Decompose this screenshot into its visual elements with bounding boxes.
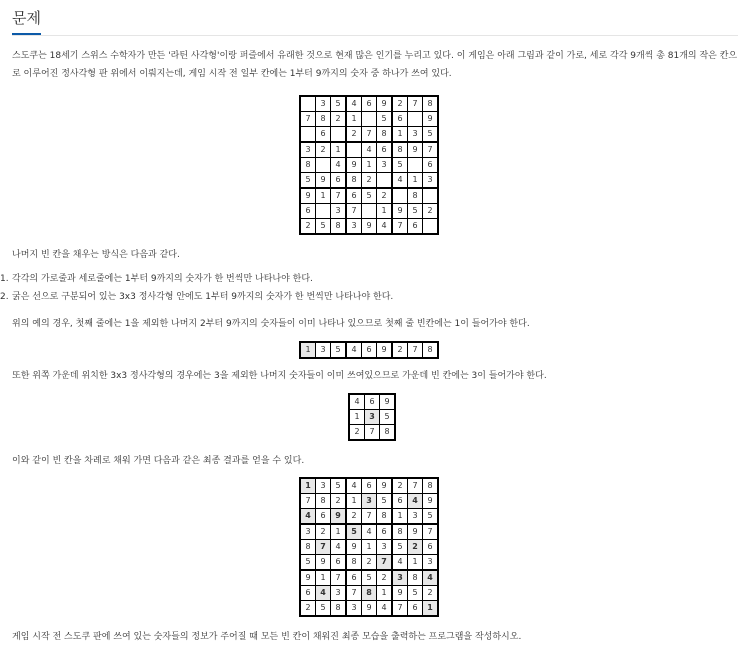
grid-row [300,509,438,525]
grid-cell: 2 [346,509,362,525]
grid-cell: 6 [300,204,316,219]
rule-number: 1. [0,274,9,284]
grid-cell: 1 [392,509,408,525]
grid-cell: 2 [362,173,377,189]
grid-cell: 5 [423,127,439,143]
grid-cell: 3 [300,524,316,540]
grid-cell: 2 [392,342,408,358]
grid-row [300,142,438,158]
grid-cell: 1 [331,142,347,158]
grid-cell: 5 [300,555,316,571]
grid-cell: 8 [392,142,408,158]
grid-cell: 1 [346,494,362,509]
grid-cell: 7 [423,524,439,540]
method-intro: 나머지 빈 칸을 채우는 방식은 다음과 같다. [12,250,180,260]
grid-cell: 8 [346,555,362,571]
grid-cell: 8 [331,601,347,617]
grid-cell: 5 [408,586,423,601]
grid-cell: 4 [300,509,316,525]
grid-cell: 4 [392,173,408,189]
grid-cell: 4 [316,586,331,601]
grid-cell: 2 [300,601,316,617]
grid-cell: 9 [392,586,408,601]
grid-row [300,173,438,189]
grid-cell: 6 [362,478,377,494]
grid-cell: 7 [346,204,362,219]
grid-cell [346,142,362,158]
grid-cell: 6 [408,219,423,235]
grid-cell: 6 [331,173,347,189]
grid-cell: 7 [300,494,316,509]
grid-cell: 3 [346,601,362,617]
grid-row [300,96,438,112]
grid-row [349,425,395,441]
grid-cell: 7 [362,127,377,143]
grid-cell: 2 [300,219,316,235]
grid-cell: 6 [377,524,393,540]
solution-grid [299,477,439,617]
grid-row [300,601,438,617]
grid-cell: 6 [362,96,377,112]
grid-row [300,342,438,358]
grid-cell: 1 [300,478,316,494]
grid-cell: 7 [392,601,408,617]
grid-cell: 8 [346,173,362,189]
grid-cell: 5 [346,524,362,540]
grid-cell: 5 [423,509,439,525]
grid-cell: 3 [331,204,347,219]
grid-cell: 9 [362,219,377,235]
grid-cell: 4 [331,540,347,555]
grid-cell [331,127,347,143]
grid-cell: 9 [377,96,393,112]
grid-cell: 9 [423,494,439,509]
grid-cell: 9 [300,188,316,204]
grid-cell [408,112,423,127]
grid-cell: 1 [346,112,362,127]
grid-cell: 6 [331,555,347,571]
grid-cell: 9 [346,540,362,555]
grid-cell: 5 [300,173,316,189]
section-heading: 문제 [12,8,41,35]
grid-cell: 1 [392,127,408,143]
grid-cell: 9 [392,204,408,219]
grid-cell: 5 [408,204,423,219]
rules-list [0,270,393,306]
grid-cell: 9 [423,112,439,127]
grid-row [300,586,438,601]
grid-cell: 1 [408,555,423,571]
grid-row [300,204,438,219]
grid-row [349,410,395,425]
grid-cell [316,204,331,219]
grid-cell: 9 [362,601,377,617]
grid-cell: 7 [377,555,393,571]
grid-cell: 4 [346,342,362,358]
grid-row [349,394,395,410]
grid-cell: 5 [377,112,393,127]
grid-cell: 1 [362,540,377,555]
grid-cell: 7 [365,425,380,441]
grid-cell: 2 [316,524,331,540]
grid-cell: 3 [408,509,423,525]
rule-text: 각각의 가로줄과 세로줄에는 1부터 9까지의 숫자가 한 번씩만 나타나야 한다. [12,274,313,284]
grid-cell: 4 [346,96,362,112]
grid-cell: 2 [346,127,362,143]
grid-cell: 8 [300,158,316,173]
grid-cell: 2 [331,112,347,127]
example-box-grid [348,393,396,441]
example-row-grid [299,341,439,359]
grid-cell: 6 [346,188,362,204]
grid-cell: 9 [346,158,362,173]
grid-cell: 3 [377,540,393,555]
grid-cell: 5 [331,96,347,112]
grid-cell: 6 [316,127,331,143]
grid-cell [377,173,393,189]
grid-cell: 2 [423,204,439,219]
heading-divider [12,35,738,36]
grid-cell: 6 [365,394,380,410]
grid-cell: 5 [331,478,347,494]
grid-cell [316,158,331,173]
grid-cell [300,96,316,112]
grid-cell: 2 [392,96,408,112]
grid-row [300,540,438,555]
rule-item [0,288,393,306]
grid-cell: 2 [377,570,393,586]
grid-cell: 2 [362,555,377,571]
grid-cell: 1 [362,158,377,173]
grid-cell: 2 [316,142,331,158]
grid-cell: 3 [316,478,331,494]
grid-cell: 3 [362,494,377,509]
grid-cell: 8 [380,425,396,441]
example-box-paragraph: 또한 위쪽 가운데 위치한 3x3 정사각형의 경우에는 3을 제외한 나머지 숫자들이 이미 쓰여있으므로 가운데 빈 칸에는 3이 들어가야 한다. [12,371,547,381]
grid-cell: 5 [392,158,408,173]
intro-paragraph: 스도쿠는 18세기 스위스 수학자가 만든 '라틴 사각형'이랑 퍼즐에서 유래한 것으로 현재 많은 인기를 누리고 있다. 이 게임은 아래 그림과 같이 가로, 세로 각각 9개씩 총 81개의 작은 칸으로 이루어진 정사각형 판 위에서 이뤄지는데, 게임 시작 전 일부 칸에는 1부터 9까지의 숫자 중 하나가 쓰여 있다. [12,51,738,79]
task-paragraph: 게임 시작 전 스도쿠 판에 쓰여 있는 숫자들의 정보가 주어질 때 모든 빈 칸이 채워진 최종 모습을 출력하는 프로그램을 작성하시오. [12,632,522,642]
grid-cell: 8 [408,570,423,586]
grid-row [300,112,438,127]
grid-cell: 5 [316,219,331,235]
rule-number: 2. [0,292,9,302]
grid-cell: 3 [346,219,362,235]
grid-cell: 1 [331,524,347,540]
grid-cell: 9 [331,509,347,525]
rule-text: 굵은 선으로 구분되어 있는 3x3 정사각형 안에도 1부터 9까지의 숫자가 한 번씩만 나타나야 한다. [12,292,394,302]
grid-cell [423,219,439,235]
grid-cell: 1 [316,570,331,586]
grid-cell: 6 [392,494,408,509]
grid-row [300,478,438,494]
grid-cell: 4 [362,142,377,158]
grid-cell: 8 [377,509,393,525]
grid-cell: 4 [408,494,423,509]
grid-cell: 9 [316,173,331,189]
grid-cell: 1 [316,188,331,204]
grid-cell: 6 [346,570,362,586]
final-paragraph: 이와 같이 빈 칸을 차례로 채워 가면 다음과 같은 최종 결과를 얻을 수 있다. [12,456,305,466]
grid-cell: 7 [316,540,331,555]
grid-cell: 4 [349,394,365,410]
grid-cell: 7 [392,219,408,235]
grid-cell: 4 [362,524,377,540]
grid-row [300,555,438,571]
grid-cell: 3 [408,127,423,143]
grid-cell: 6 [300,586,316,601]
grid-cell: 1 [377,586,393,601]
grid-cell: 4 [346,478,362,494]
grid-cell: 2 [392,478,408,494]
grid-cell: 9 [380,394,396,410]
grid-cell: 5 [316,601,331,617]
grid-cell: 2 [377,188,393,204]
puzzle-grid [299,95,439,235]
grid-cell: 8 [377,127,393,143]
grid-cell: 2 [423,586,439,601]
grid-cell: 8 [423,342,439,358]
grid-cell: 6 [423,158,439,173]
rule-item [0,270,393,288]
grid-cell: 4 [423,570,439,586]
grid-cell: 1 [300,342,316,358]
grid-cell: 6 [377,142,393,158]
grid-cell: 7 [423,142,439,158]
grid-cell: 7 [331,570,347,586]
grid-cell: 3 [423,555,439,571]
grid-cell: 7 [362,509,377,525]
grid-cell: 3 [331,586,347,601]
grid-cell: 7 [408,96,423,112]
grid-cell [362,204,377,219]
grid-cell: 7 [346,586,362,601]
grid-cell: 8 [408,188,423,204]
grid-cell: 4 [377,601,393,617]
grid-cell: 3 [377,158,393,173]
grid-cell: 1 [377,204,393,219]
grid-cell [300,127,316,143]
grid-cell: 7 [408,478,423,494]
grid-cell: 5 [362,570,377,586]
grid-row [300,127,438,143]
grid-cell: 8 [300,540,316,555]
grid-cell: 7 [300,112,316,127]
grid-cell: 6 [392,112,408,127]
grid-cell: 8 [362,586,377,601]
grid-cell [392,188,408,204]
grid-cell: 8 [331,219,347,235]
grid-cell: 2 [408,540,423,555]
grid-cell [423,188,439,204]
grid-cell: 6 [362,342,377,358]
grid-row [300,158,438,173]
grid-cell: 5 [392,540,408,555]
grid-cell: 9 [377,342,393,358]
grid-cell: 3 [365,410,380,425]
grid-cell: 8 [423,478,439,494]
grid-cell: 7 [408,342,423,358]
grid-cell: 4 [331,158,347,173]
grid-cell: 1 [423,601,439,617]
grid-row [300,494,438,509]
grid-cell: 3 [316,96,331,112]
grid-cell: 1 [408,173,423,189]
grid-cell: 6 [316,509,331,525]
grid-row [300,570,438,586]
grid-cell: 8 [423,96,439,112]
grid-cell: 5 [362,188,377,204]
grid-cell: 9 [377,478,393,494]
grid-cell: 9 [316,555,331,571]
grid-cell: 5 [331,342,347,358]
grid-cell: 9 [300,570,316,586]
grid-cell: 7 [331,188,347,204]
grid-cell: 5 [377,494,393,509]
grid-cell: 9 [408,142,423,158]
grid-row [300,188,438,204]
grid-cell: 2 [349,425,365,441]
grid-row [300,524,438,540]
grid-cell: 3 [392,570,408,586]
grid-row [300,219,438,235]
example-row-paragraph: 위의 예의 경우, 첫째 줄에는 1을 제외한 나머지 2부터 9까지의 숫자들이 이미 나타나 있으므로 첫째 줄 빈칸에는 1이 들어가야 한다. [12,319,530,329]
grid-cell: 3 [316,342,331,358]
grid-cell: 3 [423,173,439,189]
grid-cell: 3 [300,142,316,158]
grid-cell: 5 [380,410,396,425]
grid-cell: 2 [331,494,347,509]
grid-cell: 4 [377,219,393,235]
grid-cell: 4 [392,555,408,571]
grid-cell: 8 [316,494,331,509]
grid-cell [408,158,423,173]
grid-cell: 6 [423,540,439,555]
grid-cell: 6 [408,601,423,617]
grid-cell: 9 [408,524,423,540]
grid-cell: 8 [316,112,331,127]
grid-cell [362,112,377,127]
grid-cell: 8 [392,524,408,540]
grid-cell: 1 [349,410,365,425]
